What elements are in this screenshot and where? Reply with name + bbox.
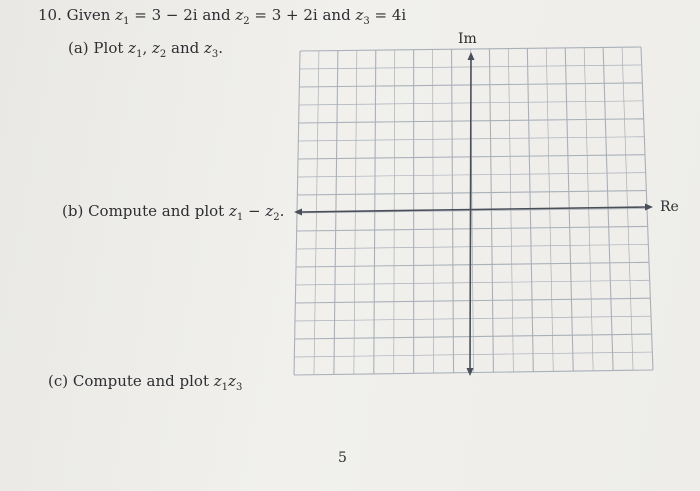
page-number: 5 — [338, 450, 347, 466]
z2-definition: $z_2 = 3 + 2i$ — [235, 6, 318, 27]
real-axis-label: Re — [660, 199, 679, 215]
problem-number: 10. — [38, 6, 62, 24]
axes — [294, 52, 653, 376]
part-a-question: (a) Plot $z_1$, $z_2$ and $z_3$. — [68, 39, 224, 60]
arrow-left-icon — [294, 209, 302, 216]
z3-definition: $z_3 = 4i$ — [355, 6, 407, 27]
z1-definition: $z_1 = 3 - 2i$ — [115, 6, 198, 27]
part-c-question: (c) Compute and plot $z_1z_3$ — [48, 372, 243, 393]
arrow-up-icon — [468, 52, 475, 60]
imaginary-axis-line — [470, 60, 471, 372]
imaginary-axis-label: Im — [458, 31, 477, 47]
problem-statement: 10. Given $z_1 = 3 - 2i$ and $z_2 = 3 + 2i$ and $z_3 = 4i$ — [38, 6, 407, 27]
part-b-question: (b) Compute and plot $z_1 - z_2$. — [62, 202, 285, 223]
arrow-right-icon — [645, 204, 653, 211]
